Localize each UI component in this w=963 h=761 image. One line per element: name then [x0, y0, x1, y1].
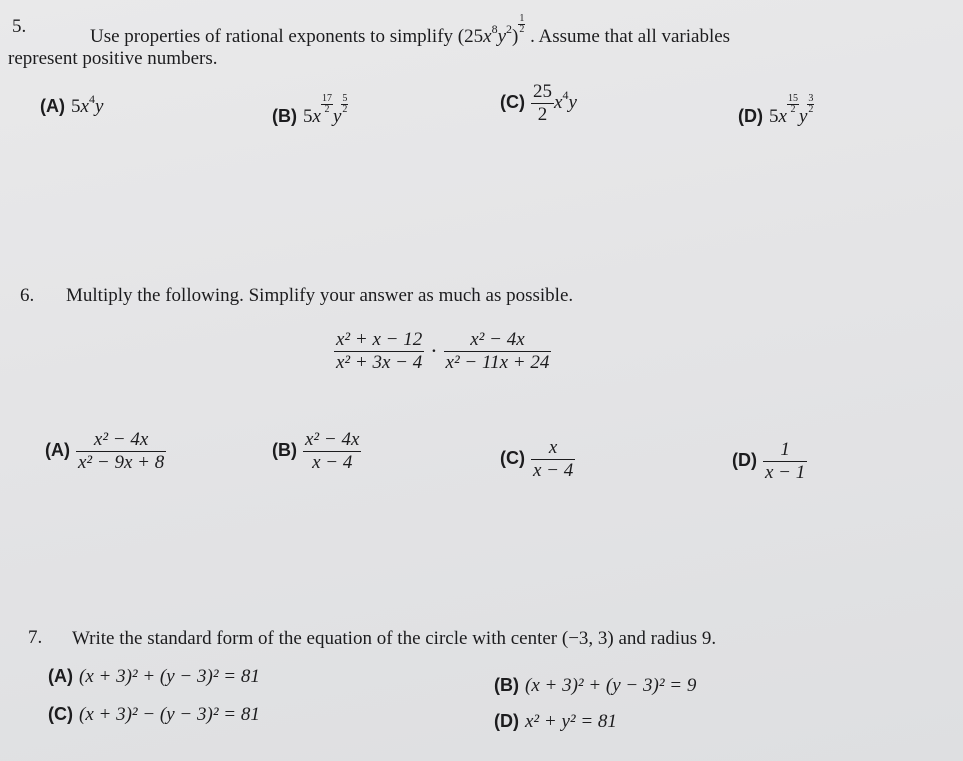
q6-option-c-label: (C) — [500, 447, 525, 468]
q6-option-a-num: x² − 4x — [93, 429, 149, 450]
q5-option-b-x-den: 2 — [321, 104, 333, 115]
q7-option-b-label: (B) — [494, 675, 519, 695]
q5-option-b-y-num: 5 — [342, 93, 348, 104]
q5-option-d-y: y — [798, 106, 808, 127]
q6-option-b-fraction — [303, 430, 361, 473]
q5-text-line1: Use properties of rational exponents to simplify — [90, 26, 454, 47]
q6-option-d-den: x − 1 — [765, 461, 806, 483]
q6-option-c[interactable] — [500, 438, 575, 481]
q5-text-after: . Assume that all variables — [530, 26, 731, 47]
q7-option-a-label: (A) — [48, 666, 73, 686]
q5-option-d-x: x — [778, 106, 787, 127]
q5-option-b-y-den: 2 — [342, 104, 348, 115]
q6-option-d-fraction — [763, 440, 807, 483]
q5-option-c-x: x — [554, 91, 563, 113]
q7-option-d-label: (D) — [494, 711, 519, 731]
q5-option-b[interactable] — [272, 94, 348, 128]
q6-option-a-fraction — [76, 430, 166, 473]
q6-fraction-2 — [444, 330, 552, 373]
q6-question-text: Multiply the following. Simplify your answer as much as possible. — [66, 285, 574, 306]
q5-option-d-y-num: 3 — [808, 93, 814, 104]
q6-product-expression — [334, 330, 551, 373]
q5-option-b-label: (B) — [272, 106, 297, 126]
q5-expr-y: y — [497, 26, 506, 47]
q5-option-a-y: y — [94, 96, 104, 117]
q6-option-a-den: x² − 9x + 8 — [78, 451, 165, 473]
q5-option-a-coef: 5 — [71, 96, 81, 117]
q6-fraction-2-den: x² − 11x + 24 — [445, 351, 550, 373]
q7-option-d[interactable] — [494, 711, 617, 733]
q6-option-b-den: x − 4 — [303, 451, 361, 473]
q5-expr-x-exp: 8 — [491, 22, 498, 36]
q7-number: 7. — [28, 627, 43, 648]
q7-option-c-label: (C) — [48, 704, 73, 724]
q5-option-b-y-exp — [341, 94, 348, 115]
q5-option-d-x-exp — [787, 94, 799, 115]
q6-option-b[interactable] — [272, 430, 361, 473]
q5-option-b-coef: 5 — [303, 106, 313, 127]
q5-option-b-y: y — [332, 106, 342, 127]
q7-option-b-equation: (x + 3)² + (y − 3)² = 9 — [525, 675, 697, 696]
q5-option-d-y-exp — [807, 94, 814, 115]
q5-expression — [457, 13, 530, 47]
q7-option-a[interactable] — [48, 666, 260, 688]
q6-option-c-num: x — [548, 437, 558, 458]
q7-option-c[interactable] — [48, 704, 260, 726]
q6-multiply-dot: · — [430, 338, 438, 364]
q6-option-d[interactable] — [732, 440, 807, 483]
q5-option-d[interactable] — [738, 94, 814, 128]
q5-question-text — [90, 14, 730, 48]
q7-option-a-equation: (x + 3)² + (y − 3)² = 81 — [79, 666, 260, 687]
q5-expr-y-exp: 2 — [506, 22, 512, 36]
q5-option-c-label: (C) — [500, 91, 525, 112]
q5-option-d-x-den: 2 — [787, 104, 799, 115]
q6-fraction-2-num: x² − 4x — [470, 329, 525, 350]
q5-option-a-x: x — [80, 96, 89, 117]
q5-expr-outer-exp — [518, 14, 525, 35]
q5-option-c-y: y — [568, 91, 577, 113]
q5-option-b-x: x — [312, 106, 321, 127]
q5-option-d-y-den: 2 — [808, 104, 814, 115]
q5-option-b-x-num: 17 — [321, 93, 332, 104]
q5-number: 5. — [12, 16, 27, 37]
q5-option-a[interactable] — [40, 92, 104, 118]
q6-fraction-1-den: x² + 3x − 4 — [336, 351, 423, 373]
q7-option-d-equation: x² + y² = 81 — [525, 711, 617, 732]
q5-expr-outer-den: 2 — [519, 24, 525, 35]
q5-option-b-x-exp — [321, 94, 333, 115]
q6-number: 6. — [20, 285, 35, 306]
q6-option-b-num: x² − 4x — [305, 429, 360, 450]
q5-expr-close: ) — [512, 26, 519, 47]
q6-option-b-label: (B) — [272, 439, 297, 460]
q5-option-d-x-num: 15 — [787, 93, 798, 104]
q6-option-a-label: (A) — [45, 439, 70, 460]
q6-option-c-den: x − 4 — [533, 459, 574, 481]
q5-expr-base: (25 — [457, 26, 484, 47]
q6-option-d-label: (D) — [732, 449, 757, 470]
q5-option-c-den: 2 — [531, 103, 554, 125]
q6-fraction-1 — [334, 330, 424, 373]
q5-option-d-label: (D) — [738, 106, 763, 126]
q6-option-d-num: 1 — [780, 439, 790, 460]
q5-option-c-x-exp: 4 — [562, 87, 569, 102]
q6-fraction-1-num: x² + x − 12 — [336, 329, 423, 350]
q7-question-text: Write the standard form of the equation of the circle with center (−3, 3) and radius 9. — [72, 628, 717, 649]
q5-option-c[interactable] — [500, 82, 577, 125]
q6-option-c-fraction — [531, 438, 575, 481]
q5-expr-x: x — [483, 26, 492, 47]
q7-option-c-equation: (x + 3)² − (y − 3)² = 81 — [79, 704, 260, 725]
q5-option-c-fraction — [531, 82, 554, 125]
q5-option-c-num: 25 — [533, 81, 552, 102]
q6-option-a[interactable] — [45, 430, 166, 473]
q5-option-d-coef: 5 — [769, 106, 779, 127]
q5-expr-outer-num: 1 — [519, 13, 525, 24]
q7-option-b[interactable] — [494, 675, 696, 697]
q5-option-a-x-exp: 4 — [88, 92, 95, 106]
q5-option-a-label: (A) — [40, 96, 65, 116]
q5-text-line2: represent positive numbers. — [8, 48, 218, 69]
